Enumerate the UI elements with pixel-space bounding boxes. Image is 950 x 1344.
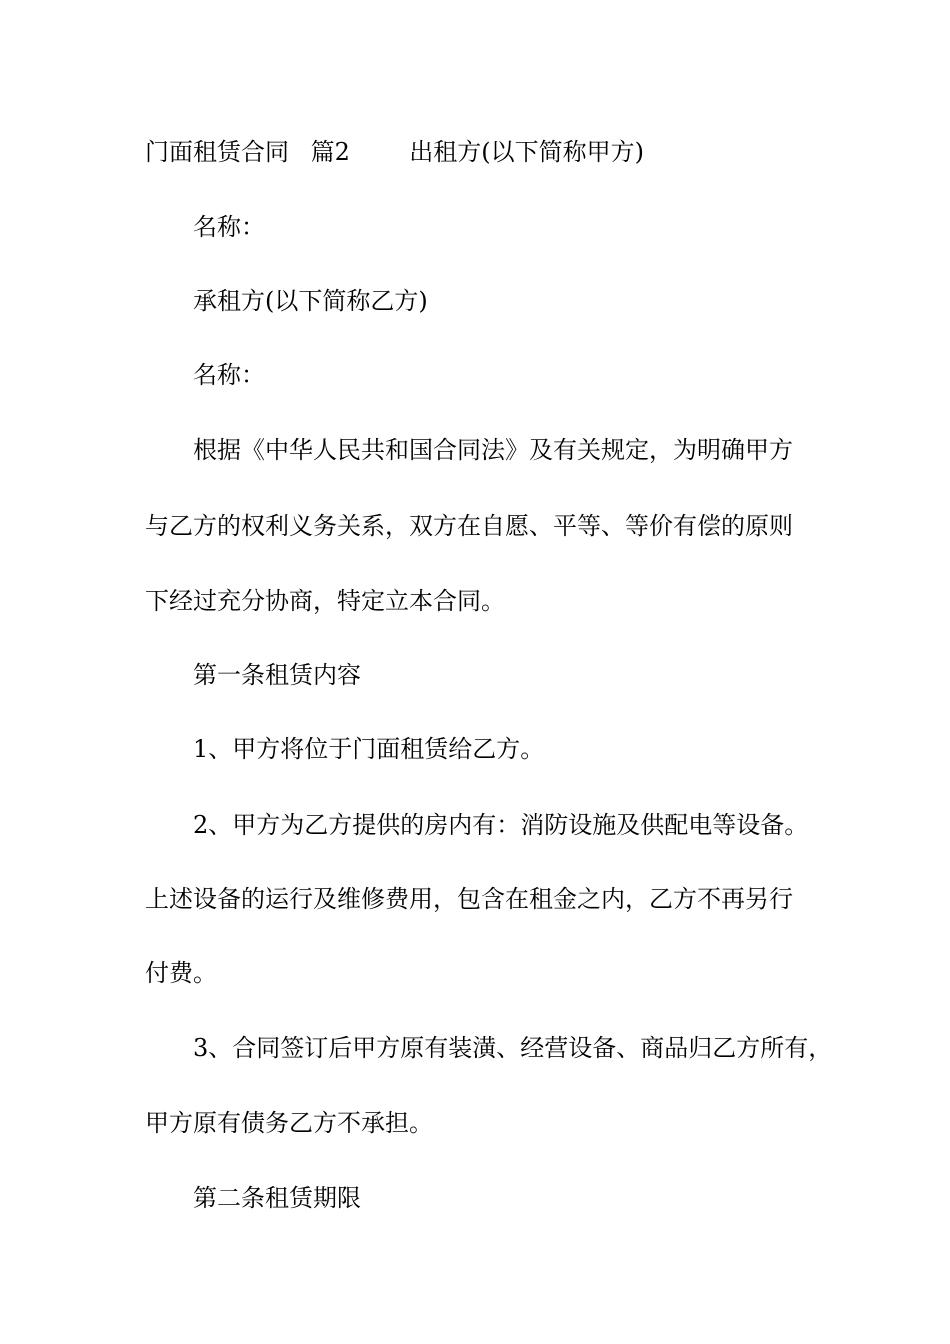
preamble-line-1: 根据《中华人民共和国合同法》及有关规定，为明确甲方 <box>193 436 793 464</box>
lessor-label: 出租方(以下简称甲方) <box>409 138 644 166</box>
clause-1-1: 1、甲方将位于门面租赁给乙方。 <box>193 735 545 763</box>
clause-1-2-line-3: 付费。 <box>145 959 217 987</box>
lessee-name-line: 名称： <box>193 361 265 389</box>
clause-1-2-line-1: 2、甲方为乙方提供的房内有：消防设施及供配电等设备。 <box>193 811 809 839</box>
clause-1-3-line-2: 甲方原有债务乙方不承担。 <box>145 1109 433 1137</box>
lessee-label-line: 承租方(以下简称乙方) <box>193 287 428 315</box>
lessor-name-line: 名称： <box>193 213 265 241</box>
clause-1-2-line-2: 上述设备的运行及维修费用，包含在租金之内，乙方不再另行 <box>145 885 793 913</box>
heading-line <box>145 135 825 169</box>
preamble-line-3: 下经过充分协商，特定立本合同。 <box>145 587 505 615</box>
document-part: 篇2 <box>310 138 350 166</box>
article-1-heading: 第一条租赁内容 <box>193 661 361 689</box>
document-title: 门面租赁合同 <box>145 138 289 166</box>
preamble-line-2: 与乙方的权利义务关系，双方在自愿、平等、等价有偿的原则 <box>145 512 793 540</box>
clause-1-3-line-1: 3、合同签订后甲方原有装潢、经营设备、商品归乙方所有， <box>193 1034 833 1062</box>
article-2-heading: 第二条租赁期限 <box>193 1184 361 1212</box>
